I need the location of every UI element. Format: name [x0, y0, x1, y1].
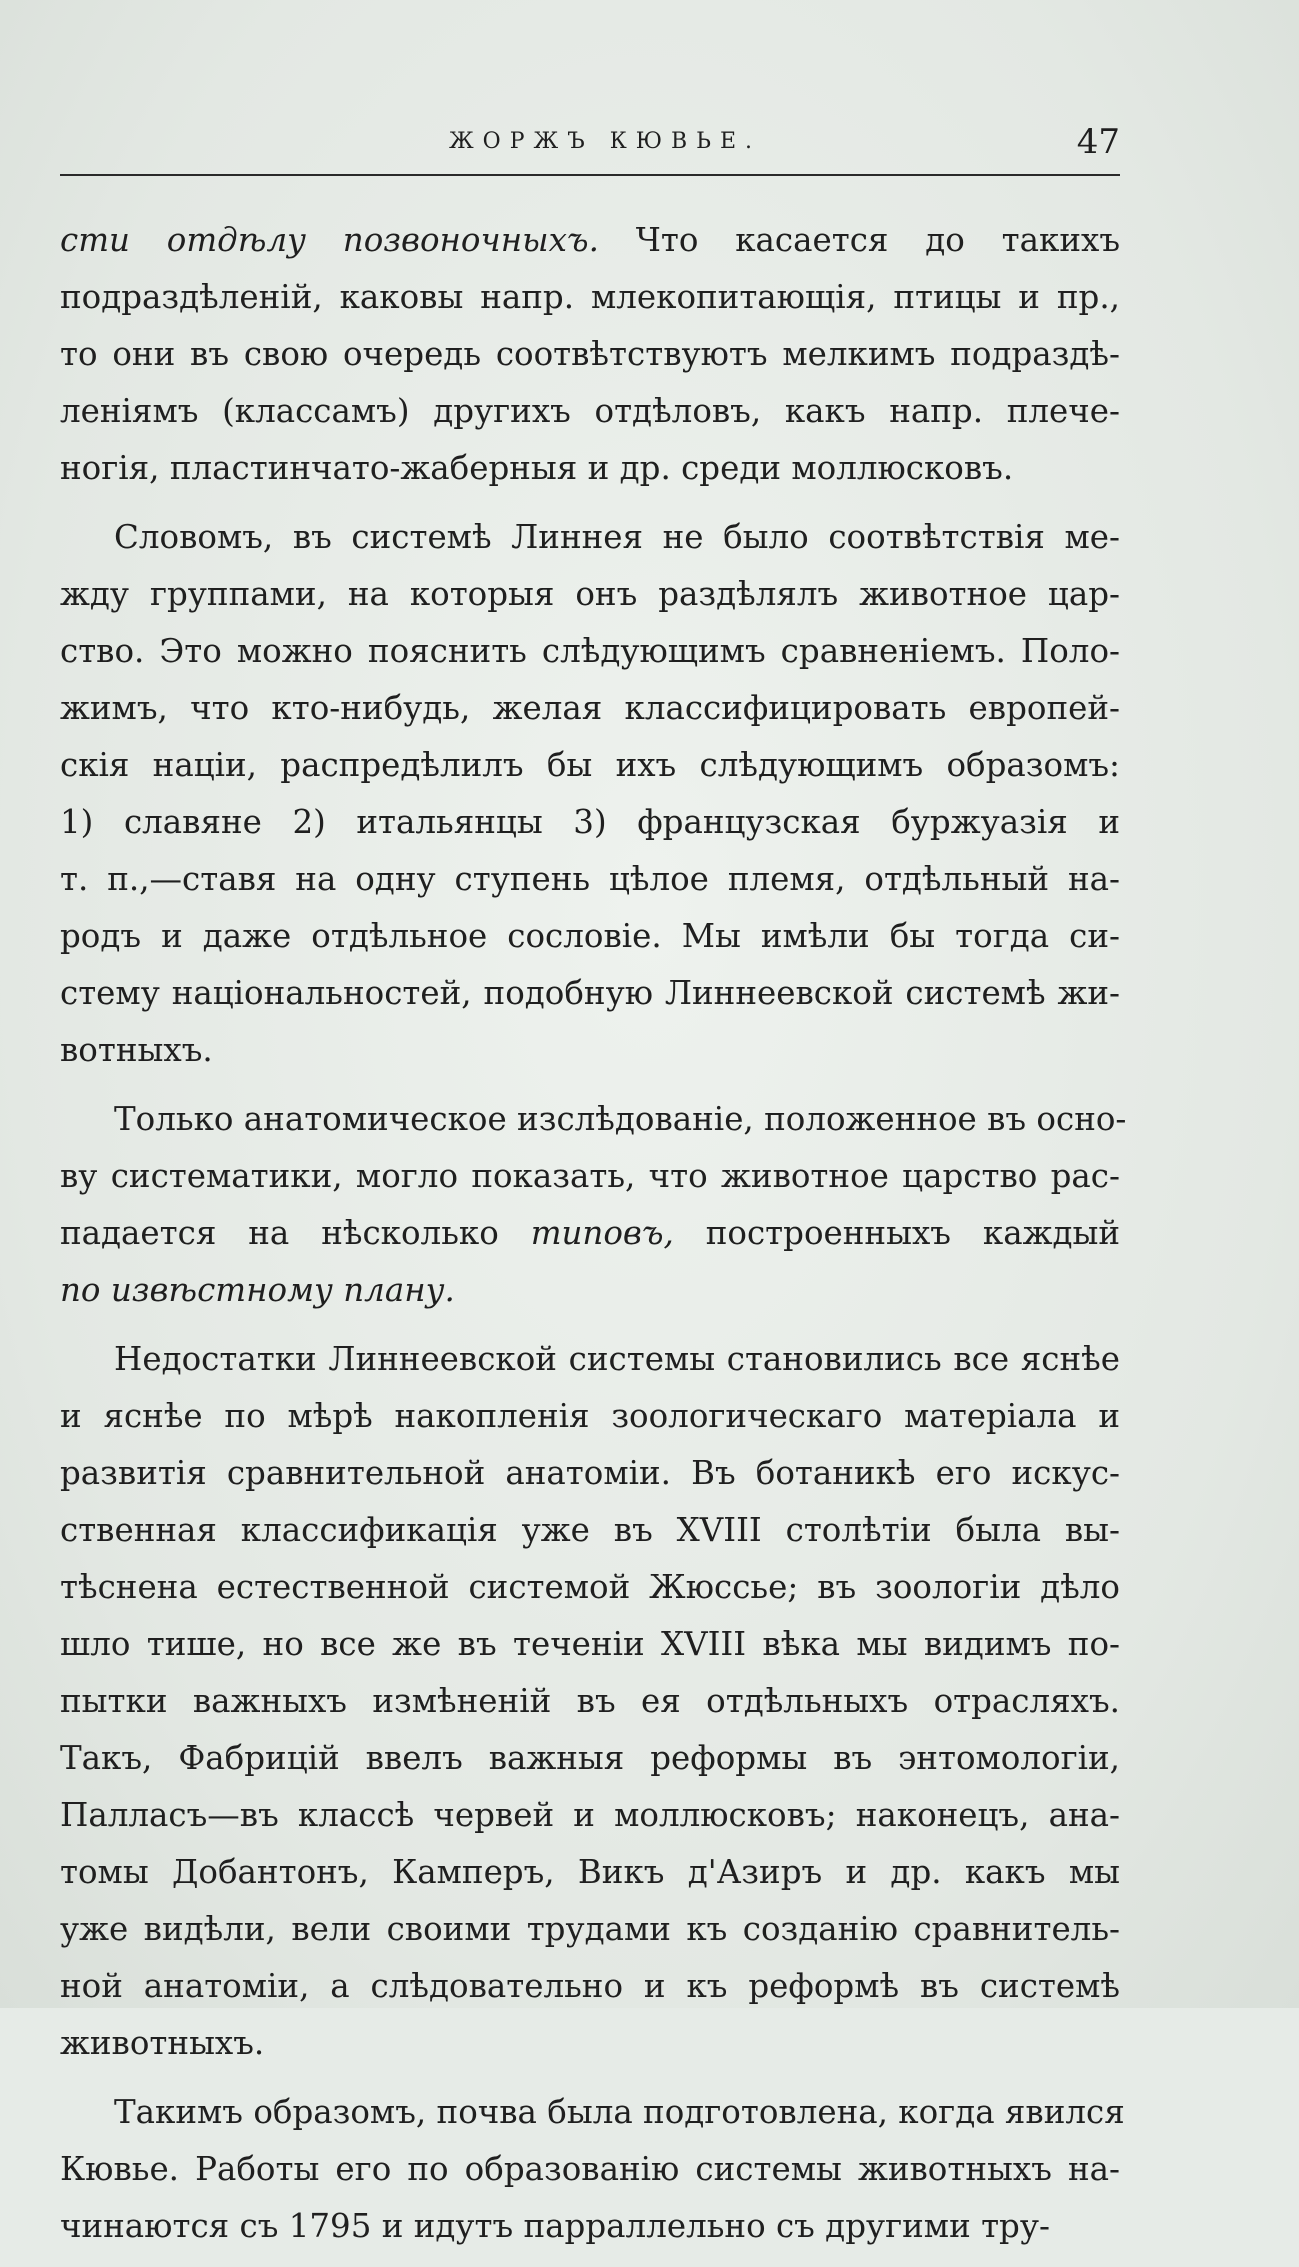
- header-rule: [60, 174, 1120, 176]
- paragraph: [60, 2084, 1125, 2255]
- text-line: сти отдѣлу позвоночныхъ. Что касается до такихъ: [60, 221, 1121, 259]
- text-line: развитія сравнительной анатоміи. Въ ботаникѣ его искус-: [60, 1454, 1120, 1492]
- text-line: стему національностей, подобную Линнеевской системѣ жи-: [60, 974, 1120, 1012]
- text-line: животныхъ.: [60, 2024, 265, 2062]
- text-line: пытки важныхъ измѣненій въ ея отдѣльныхъ отрасляхъ.: [60, 1682, 1120, 1720]
- text-line: вотныхъ.: [60, 1031, 213, 1069]
- text-line: Словомъ, въ системѣ Линнея не было соотвѣтствія ме-: [114, 518, 1120, 556]
- paragraph: [60, 509, 1120, 1079]
- italic-emphasis: по извѣстному плану.: [60, 1271, 455, 1309]
- text-line: уже видѣли, вели своими трудами къ созданію сравнитель-: [60, 1910, 1120, 1948]
- running-head-title: ЖОРЖЪ КЮВЬЕ.: [448, 129, 762, 154]
- text-line: Такимъ образомъ, почва была подготовлена, когда явился: [114, 2093, 1125, 2131]
- text-line: Палласъ—въ классѣ червей и моллюсковъ; наконецъ, ана-: [60, 1796, 1120, 1834]
- text-line: ной анатоміи, а слѣдовательно и къ реформѣ въ системѣ: [60, 1967, 1120, 2005]
- text-line: ву систематики, могло показать, что животное царство рас-: [60, 1157, 1120, 1195]
- text-line: жду группами, на которыя онъ раздѣлялъ животное цар-: [60, 575, 1120, 613]
- italic-emphasis: сти отдѣлу позвоночныхъ.: [60, 221, 599, 259]
- text-line: [60, 1262, 1120, 1319]
- text-line: леніямъ (классамъ) другихъ отдѣловъ, какъ напр. плече-: [60, 392, 1120, 430]
- text-line: родъ и даже отдѣльное сословіе. Мы имѣли бы тогда си-: [60, 917, 1120, 955]
- text-line: ногія, пластинчато-жаберныя и др. среди моллюсковъ.: [60, 449, 1014, 487]
- text-line: тѣснена естественной системой Жюссье; въ зоологіи дѣло: [60, 1568, 1120, 1606]
- text-line: и яснѣе по мѣрѣ накопленія зоологическаго матеріала и: [60, 1397, 1120, 1435]
- paragraph: [60, 1091, 1127, 1319]
- text-line: т. п.,—ставя на одну ступень цѣлое племя, отдѣльный на-: [60, 860, 1120, 898]
- italic-emphasis: типовъ,: [530, 1214, 674, 1252]
- text-line: подраздѣленій, каковы напр. млекопитающія, птицы и пр.,: [60, 278, 1120, 316]
- page-number: 47: [1076, 122, 1120, 162]
- text-line: Недостатки Линнеевской системы становились все яснѣе: [114, 1340, 1120, 1378]
- paragraph: [60, 1331, 1120, 2072]
- running-head: [60, 118, 1120, 166]
- text-line: Такъ, Фабрицій ввелъ важныя реформы въ энтомологіи,: [60, 1739, 1120, 1777]
- text-line: томы Добантонъ, Камперъ, Викъ д'Азиръ и др. какъ мы: [60, 1853, 1120, 1891]
- text-line: шло тише, но все же въ теченіи XVIII вѣка мы видимъ по-: [60, 1625, 1120, 1663]
- text-line: ство. Это можно пояснить слѣдующимъ сравненіемъ. Поло-: [60, 632, 1120, 670]
- text-line: Кювье. Работы его по образованію системы животныхъ на-: [60, 2150, 1120, 2188]
- text-line: скія націи, распредѣлилъ бы ихъ слѣдующимъ образомъ:: [60, 746, 1120, 784]
- text-line: падается на нѣсколько типовъ, построенныхъ каждый: [60, 1214, 1121, 1252]
- text-line: чинаются съ 1795 и идутъ парраллельно съ другими тру-: [60, 2207, 1050, 2245]
- text-line: 1) славяне 2) итальянцы 3) французская буржуазія и: [60, 803, 1120, 841]
- text-line: Только анатомическое изслѣдованіе, положенное въ осно-: [114, 1100, 1127, 1138]
- paragraph: [60, 212, 1120, 497]
- body-text: [60, 212, 1127, 2267]
- text-line: то они въ свою очередь соотвѣтствуютъ мелкимъ подраздѣ-: [60, 335, 1120, 373]
- text-line: жимъ, что кто-нибудь, желая классифицировать европей-: [60, 689, 1120, 727]
- text-line: ственная классификація уже въ XVIII столѣтіи была вы-: [60, 1511, 1120, 1549]
